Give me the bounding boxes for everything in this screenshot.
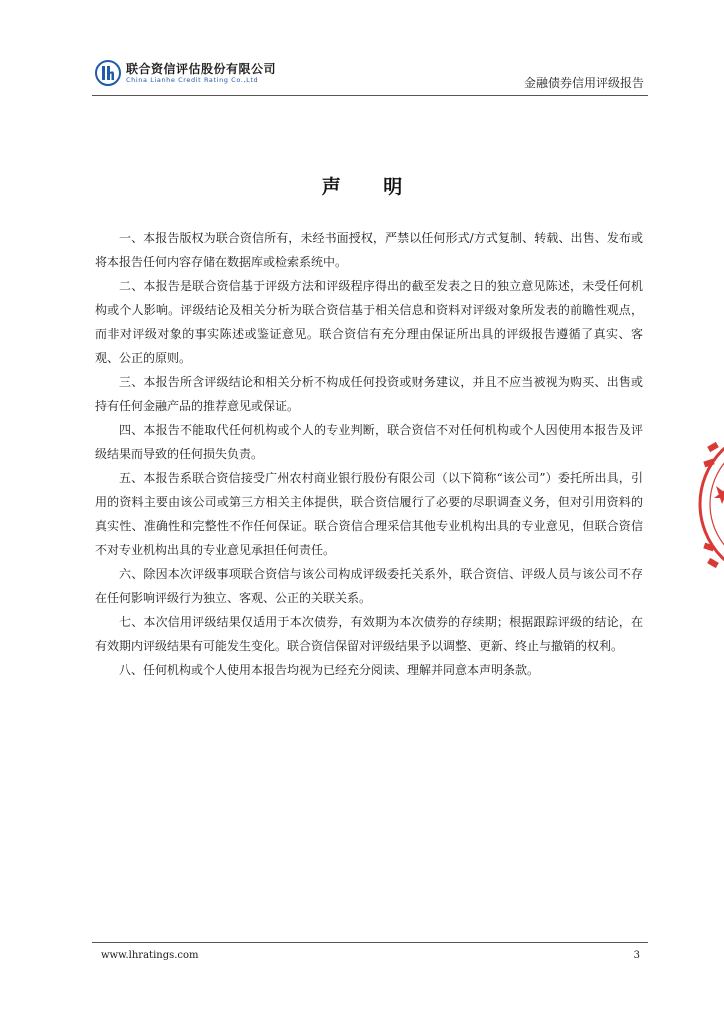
statement-paragraph: 七、本次信用评级结果仅适用于本次债券，有效期为本次债券的存续期；根据跟踪评级的结论，在有效期内评级结果有可能发生变化。联合资信保留对评级结果予以调整、更新、终止与撤销的权利。 — [95, 615, 643, 653]
statement-paragraph: 二、本报告是联合资信基于评级方法和评级程序得出的截至发表之日的独立意见陈述，未受任何机构或个人影响。评级结论及相关分析为联合资信基于相关信息和资料对评级对象所发表的前瞻性观点，而非对评级对象的事实陈述或鉴证意见。联合资信有充分理由保证所出具的评级报告遵循了真实、客观、公正的原则。 — [95, 279, 643, 365]
page-number: 3 — [633, 950, 640, 961]
statement-paragraph: 三、本报告所含评级结论和相关分析不构成任何投资或财务建议，并且不应当被视为购买、出售或持有任何金融产品的推荐意见或保证。 — [95, 375, 643, 413]
statement-body — [95, 226, 643, 682]
statement-paragraph: 六、除因本次评级事项联合资信与该公司构成评级委托关系外，联合资信、评级人员与该公司不存在任何影响评级行为独立、客观、公正的关联关系。 — [95, 567, 643, 605]
statement-paragraph: 一、本报告版权为联合资信所有，未经书面授权，严禁以任何形式/方式复制、转载、出售、发布或将本报告任何内容存储在数据库或检索系统中。 — [95, 231, 643, 269]
header-divider — [92, 95, 648, 96]
footer-divider — [92, 942, 648, 943]
company-name-en: China Lianhe Credit Rating Co.,Ltd — [126, 76, 259, 84]
footer-website-link[interactable]: www.lhratings.com — [101, 950, 199, 961]
lianhe-logo-icon — [95, 60, 121, 86]
page-header — [92, 56, 648, 96]
company-name: 联合资信评估股份有限公司 — [126, 62, 277, 76]
statement-paragraph: 八、任何机构或个人使用本报告均视为已经充分阅读、理解并同意本声明条款。 — [119, 663, 540, 677]
statement-paragraph: 四、本报告不能取代任何机构或个人的专业判断，联合资信不对任何机构或个人因使用本报告及评级结果而导致的任何损失负责。 — [95, 423, 643, 461]
report-type: 金融债券信用评级报告 — [523, 76, 644, 90]
statement-paragraph: 五、本报告系联合资信接受广州农村商业银行股份有限公司（以下简称“该公司”）委托所出具，引用的资料主要由该公司或第三方相关主体提供，联合资信履行了必要的尽职调查义务，但对引用资料的真实性、准确性和完整性不作任何保证。联合资信合理采信其他专业机构出具的专业意见，但联合资信不对专业机构出具的专业意见承担任何责任。 — [95, 471, 643, 557]
company-seal-stamp — [696, 404, 724, 604]
page-title: 声 明 — [321, 176, 421, 198]
